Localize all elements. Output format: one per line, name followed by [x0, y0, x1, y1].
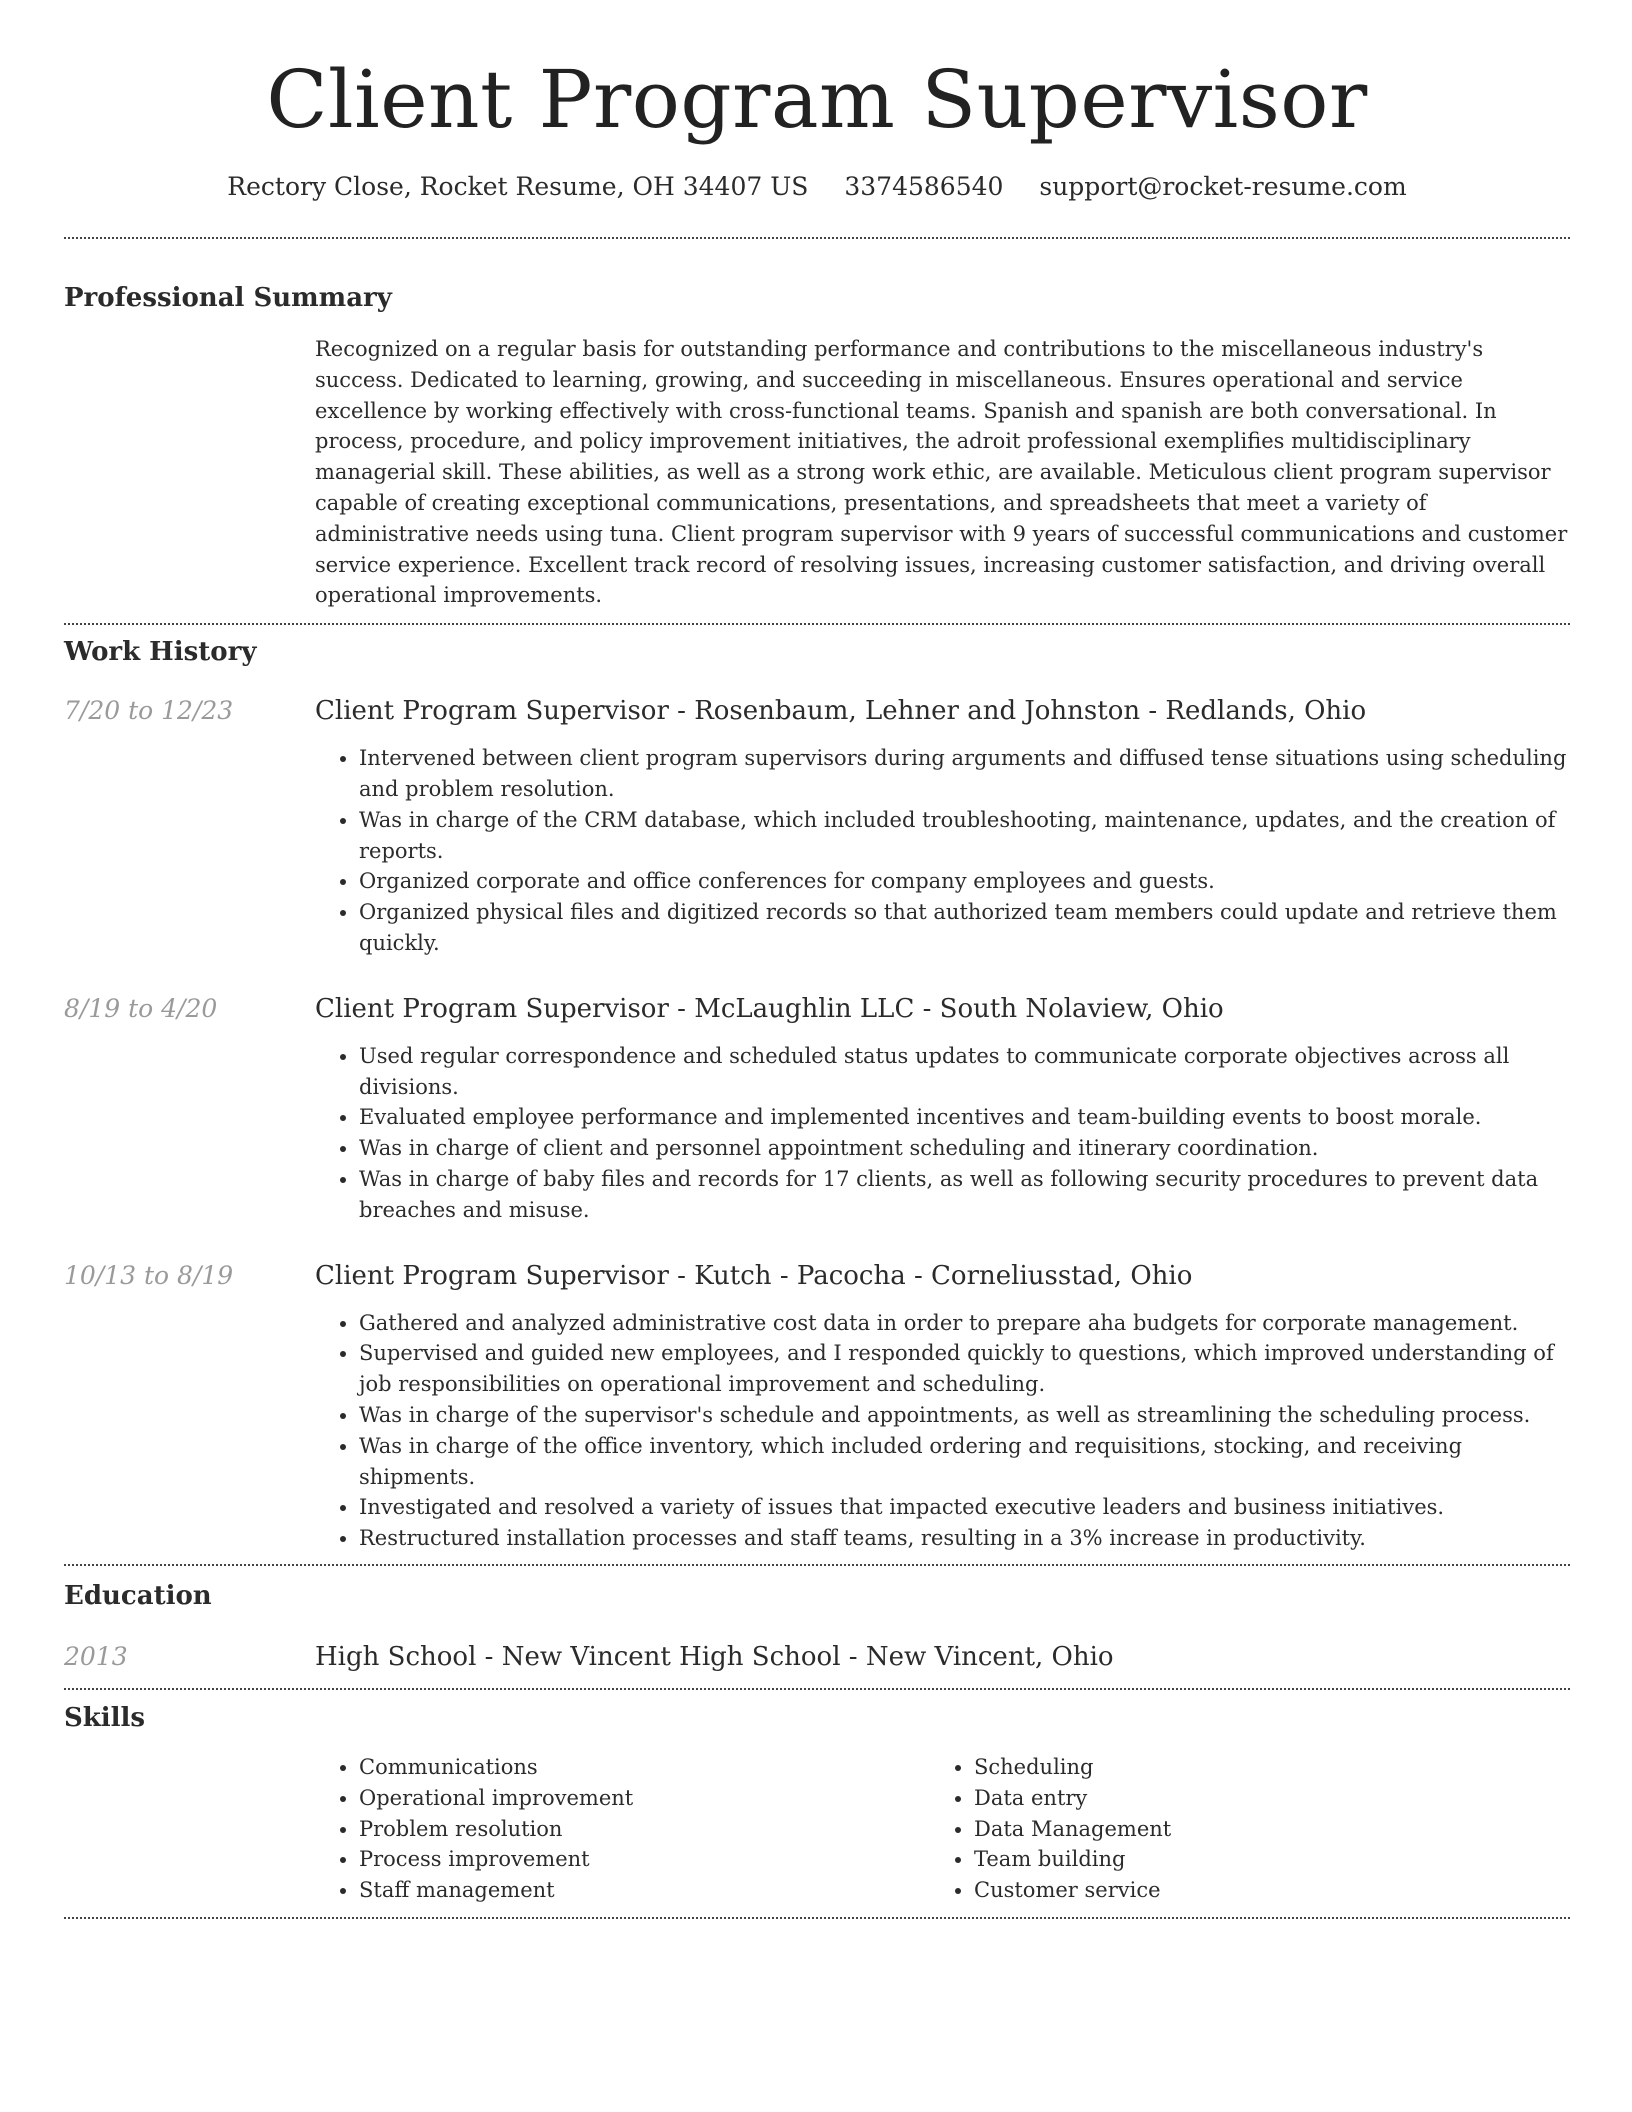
job-bullet: • Was in charge of the office inventory, which included ordering and requisitions, stocking, and receiving shipments. — [359, 1431, 1570, 1493]
job-bullet: • Was in charge of the CRM database, which included troubleshooting, maintenance, updates, and the creation of reports. — [359, 805, 1570, 867]
skills-column-right — [930, 1752, 1570, 1906]
job-dates: 8/19 to 4/20 — [64, 993, 218, 1023]
resume-header — [64, 0, 1570, 204]
job-bullet: • Intervened between client program supervisors during arguments and diffused tense situations using scheduling and problem resolution. — [359, 743, 1570, 805]
skills-list — [930, 1752, 1570, 1906]
skill-item: • Communications — [359, 1752, 930, 1783]
skill-item: • Team building — [974, 1844, 1570, 1875]
resume-page — [64, 0, 1570, 1919]
contact-address: Rectory Close, Rocket Resume, OH 34407 US — [227, 172, 809, 201]
divider — [64, 1564, 1570, 1566]
divider — [64, 623, 1570, 625]
job-heading: Client Program Supervisor - Kutch - Pacocha - Corneliusstad, Ohio — [315, 1260, 1193, 1291]
job-entry — [64, 1259, 1570, 1554]
skills-section — [64, 1701, 1570, 1906]
job-body — [315, 1259, 1570, 1554]
work-history-section — [64, 635, 1570, 1554]
section-title-skills: Skills — [64, 1702, 146, 1733]
job-bullet: • Organized corporate and office conferences for company employees and guests. — [359, 866, 1570, 897]
education-heading: High School - New Vincent High School - New Vincent, Ohio — [315, 1641, 1114, 1672]
job-dates: 7/20 to 12/23 — [64, 696, 234, 726]
section-title-summary: Professional Summary — [64, 283, 392, 313]
job-entry — [64, 992, 1570, 1226]
job-dates: 10/13 to 8/19 — [64, 1260, 234, 1290]
job-bullets — [315, 1308, 1570, 1554]
education-section — [64, 1579, 1570, 1674]
candidate-name: Client Program Supervisor — [266, 53, 1368, 146]
section-title-work-history: Work History — [64, 637, 257, 668]
skill-item: • Operational improvement — [359, 1783, 930, 1814]
education-body — [315, 1640, 1570, 1674]
job-bullet: • Supervised and guided new employees, and I responded quickly to questions, which improved understanding of job responsibilities on operational improvement and scheduling. — [359, 1338, 1570, 1400]
job-bullet: • Organized physical files and digitized records so that authorized team members could update and retrieve them quickly. — [359, 897, 1570, 959]
summary-section — [64, 281, 1570, 611]
job-bullet: • Gathered and analyzed administrative cost data in order to prepare aha budgets for corporate management. — [359, 1308, 1570, 1339]
job-bullet: • Was in charge of the supervisor's schedule and appointments, as well as streamlining the scheduling process. — [359, 1400, 1570, 1431]
contact-line — [64, 170, 1570, 204]
job-bullets — [315, 1041, 1570, 1226]
job-bullet: • Was in charge of baby files and records for 17 clients, as well as following security procedures to prevent data breaches and misuse. — [359, 1164, 1570, 1226]
contact-email: support@rocket-resume.com — [1039, 172, 1407, 201]
job-heading: Client Program Supervisor - Rosenbaum, Lehner and Johnston - Redlands, Ohio — [315, 696, 1367, 727]
skills-columns — [315, 1752, 1570, 1906]
job-bullet: • Investigated and resolved a variety of issues that impacted executive leaders and business initiatives. — [359, 1492, 1570, 1523]
skill-item: • Data entry — [974, 1783, 1570, 1814]
job-entry — [64, 694, 1570, 959]
job-bullets — [315, 743, 1570, 959]
job-bullet: • Was in charge of client and personnel appointment scheduling and itinerary coordination. — [359, 1133, 1570, 1164]
skill-item: • Scheduling — [974, 1752, 1570, 1783]
job-bullet: • Evaluated employee performance and implemented incentives and team-building events to boost morale. — [359, 1102, 1570, 1133]
job-body — [315, 694, 1570, 959]
skill-item: • Customer service — [974, 1875, 1570, 1906]
divider — [64, 1688, 1570, 1690]
summary-text: Recognized on a regular basis for outstanding performance and contributions to the miscellaneous industry's success. Dedicated to learning, growing, and succeeding in miscellaneous. Ensures operational and service excellence by working effectively with cross-functional teams. Spanish and spanish are both conversational. In process, procedure, and policy improvement initiatives, the adroit professional exemplifies multidisciplinary managerial skill. These abilities, as well as a strong work ethic, are available. Meticulous client program supervisor capable of creating exceptional communications, presentations, and spreadsheets that meet a variety of administrative needs using tuna. Client program supervisor with 9 years of successful communications and customer service experience. Excellent track record of resolving issues, increasing customer satisfaction, and driving overall operational improvements. — [315, 337, 1568, 608]
education-entry — [64, 1640, 1570, 1674]
skills-list — [315, 1752, 930, 1906]
divider — [64, 1917, 1570, 1919]
section-title-education: Education — [64, 1580, 212, 1611]
skill-item: • Staff management — [359, 1875, 930, 1906]
education-year: 2013 — [64, 1641, 128, 1671]
skills-column-left — [315, 1752, 930, 1906]
divider — [64, 237, 1570, 239]
skill-item: • Problem resolution — [359, 1814, 930, 1845]
skill-item: • Process improvement — [359, 1844, 930, 1875]
job-heading: Client Program Supervisor - McLaughlin LLC - South Nolaview, Ohio — [315, 993, 1224, 1024]
skill-item: • Data Management — [974, 1814, 1570, 1845]
job-bullet: • Used regular correspondence and scheduled status updates to communicate corporate objectives across all divisions. — [359, 1041, 1570, 1103]
job-bullet: • Restructured installation processes and staff teams, resulting in a 3% increase in productivity. — [359, 1523, 1570, 1554]
job-body — [315, 992, 1570, 1226]
contact-phone: 3374586540 — [844, 172, 1004, 201]
